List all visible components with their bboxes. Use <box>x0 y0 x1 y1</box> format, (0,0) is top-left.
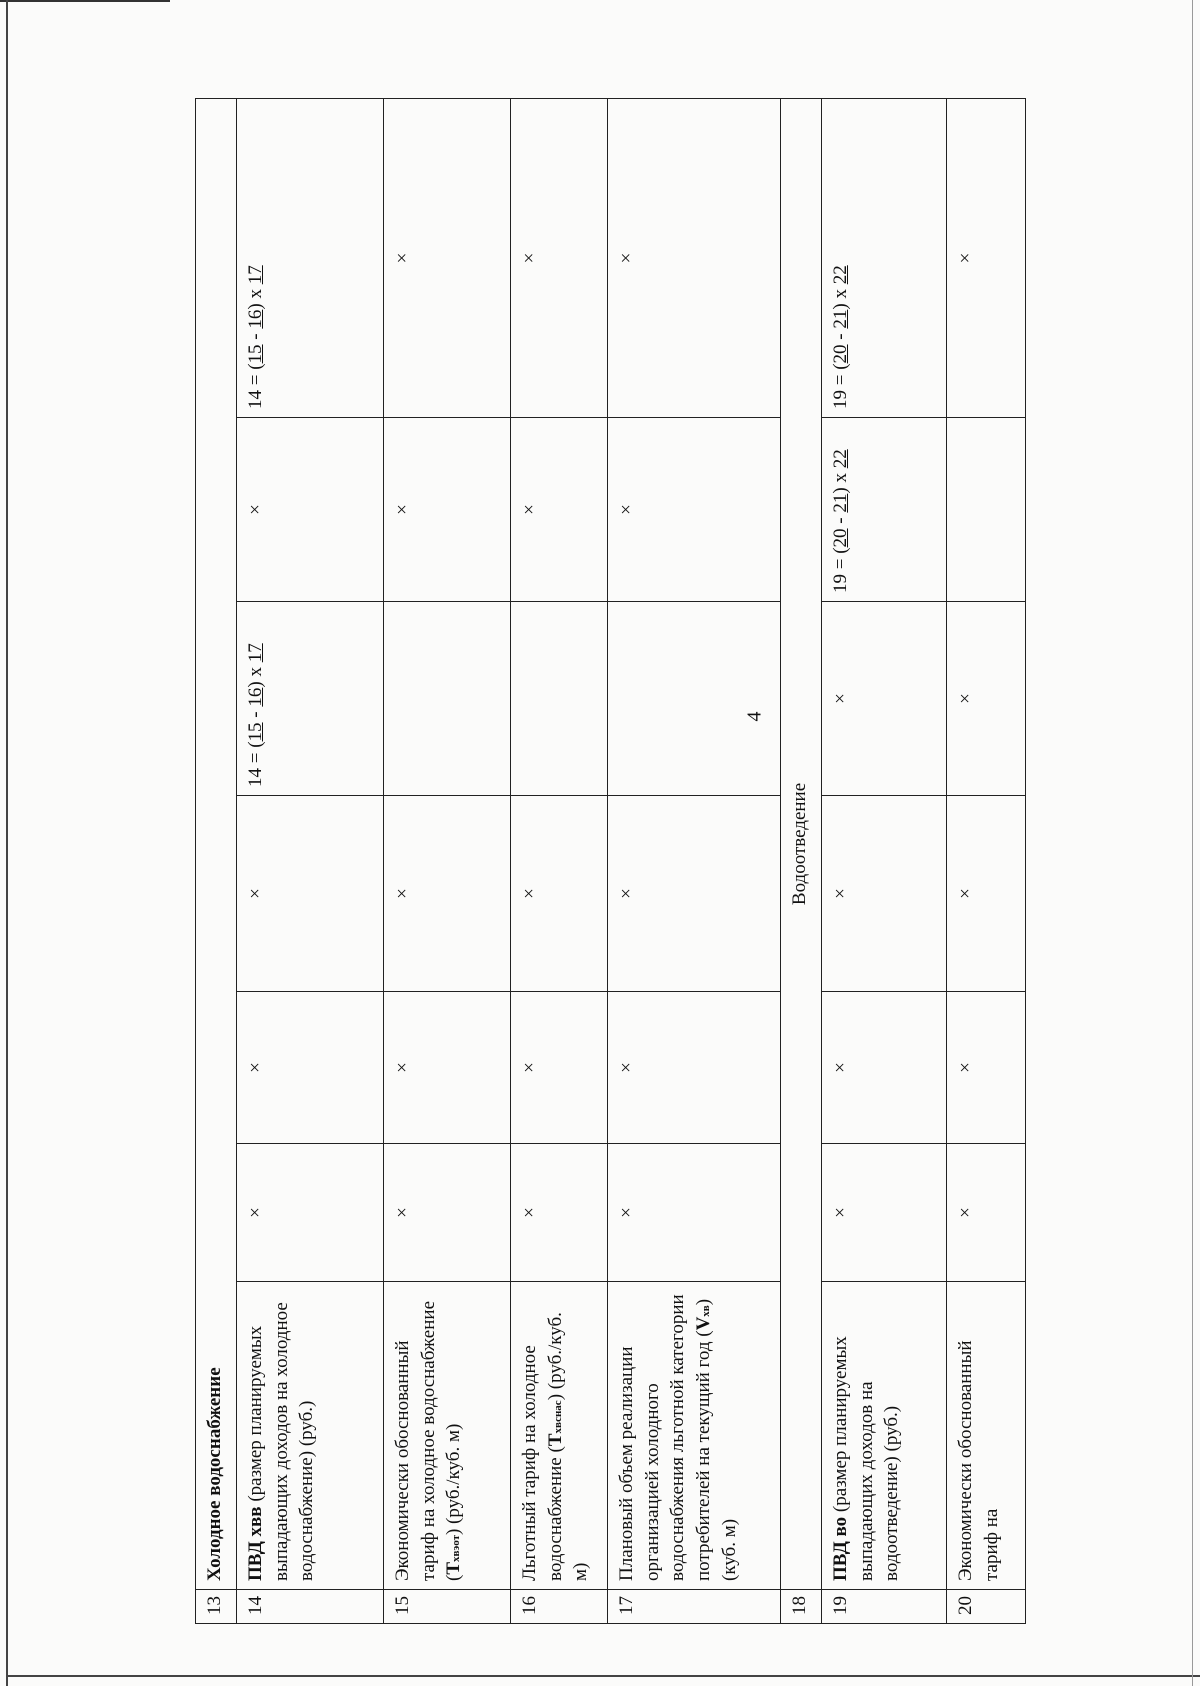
cell-mark: × <box>384 98 511 417</box>
cell-mark: × <box>947 796 1026 992</box>
cell-mark: × <box>947 98 1026 417</box>
rotated-sheet <box>195 99 1005 1624</box>
label-symbol: Т <box>544 1433 566 1447</box>
cell-mark: × <box>384 418 511 602</box>
cell-mark: × <box>237 992 384 1144</box>
cell-mark: × <box>511 98 608 417</box>
cell-mark: × <box>237 1144 384 1282</box>
page-number: 4 <box>743 711 766 722</box>
section-title-cold-water: Холодное водоснабжение <box>196 98 237 1589</box>
table-row <box>822 98 947 1623</box>
cell-mark: × <box>822 992 947 1144</box>
label-unit: ) (руб./куб. м) <box>544 1312 592 1581</box>
cell-empty <box>511 602 608 796</box>
table-row <box>947 98 1026 1623</box>
cell-mark: × <box>608 418 781 602</box>
row-number: 17 <box>608 1590 781 1624</box>
cell-empty <box>384 602 511 796</box>
scan-edge-right <box>1192 0 1193 1686</box>
cell-mark: × <box>947 992 1026 1144</box>
label-text: (размер планируемых выпадающих доходов на холодное водоснабжение) (руб.) <box>245 1302 318 1581</box>
scan-edge-top <box>0 0 170 2</box>
cell-empty <box>608 602 781 796</box>
label-subscript: хвснас <box>551 1400 564 1434</box>
label-unit: ) (куб. м) <box>692 1298 740 1581</box>
row-number: 19 <box>822 1590 947 1624</box>
cell-mark: × <box>511 418 608 602</box>
label-symbol: Т <box>443 1561 465 1575</box>
cell-formula: 19 = (20 - 21) x 22 <box>822 98 947 417</box>
table-row <box>781 98 822 1623</box>
row-label: Экономически обоснованный тариф на холодное водоснабжение (Тхвэот) (руб./куб. м) <box>384 1282 511 1590</box>
scan-edge-bottom <box>8 1675 1200 1677</box>
cell-mark: × <box>947 602 1026 796</box>
label-subscript: хв <box>699 1305 712 1317</box>
label-unit: ) (руб./куб. м) <box>443 1423 465 1536</box>
label-symbol: V <box>692 1316 714 1331</box>
cell-formula: 14 = (15 - 16) x 17 <box>237 602 384 796</box>
cell-mark: × <box>608 98 781 417</box>
table-row <box>196 98 237 1623</box>
cell-mark: × <box>947 1144 1026 1282</box>
cell-mark: × <box>822 796 947 992</box>
cell-mark: × <box>608 992 781 1144</box>
cell-mark: × <box>608 1144 781 1282</box>
cell-mark: × <box>237 418 384 602</box>
label-text: Льготный тариф на холодное водоснабжение <box>519 1345 566 1581</box>
row-number: 18 <box>781 1590 822 1624</box>
scan-edge-left <box>6 0 8 1686</box>
cell-mark: × <box>608 796 781 992</box>
cell-mark: × <box>384 796 511 992</box>
row-label <box>237 1282 384 1590</box>
cell-mark: × <box>384 992 511 1144</box>
row-number: 14 <box>237 1590 384 1624</box>
row-label <box>608 1282 781 1590</box>
table-row <box>608 98 781 1623</box>
label-text: Экономически обоснованный тариф на холодное водоснабжение <box>392 1301 439 1581</box>
cell-mark: × <box>511 1144 608 1282</box>
label-subscript: хвэот <box>450 1535 463 1562</box>
label-bold: ПВД хвв <box>245 1506 266 1581</box>
cell-mark: × <box>511 992 608 1144</box>
table-row <box>237 98 384 1623</box>
table-row <box>384 98 511 1623</box>
row-number: 20 <box>947 1590 1026 1624</box>
cell-mark: × <box>822 602 947 796</box>
cell-formula: 19 = (20 - 21) x 22 <box>822 418 947 602</box>
cell-empty <box>947 418 1026 602</box>
cell-formula: 14 = (15 - 16) x 17 <box>237 98 384 417</box>
label-text: (размер планируемых выпадающих доходов на водоотведение) (руб.) <box>830 1336 903 1581</box>
row-label <box>822 1282 947 1590</box>
row-label: Экономически обоснованный тариф на <box>947 1282 1026 1590</box>
cell-mark: × <box>384 1144 511 1282</box>
table-row <box>511 98 608 1623</box>
cell-mark: × <box>822 1144 947 1282</box>
section-title-sewerage: Водоотведение <box>781 98 822 1589</box>
cell-mark: × <box>237 796 384 992</box>
row-number: 15 <box>384 1590 511 1624</box>
label-bold: ПВД во <box>830 1516 851 1581</box>
row-label: Льготный тариф на холодное водоснабжение (Тхвснас) (руб./куб. м) <box>511 1282 608 1590</box>
row-number: 16 <box>511 1590 608 1624</box>
row-number: 13 <box>196 1590 237 1624</box>
cell-mark: × <box>511 796 608 992</box>
tariff-table <box>195 98 1026 1624</box>
label-text: Плановый объем реализации организацией холодного водоснабжения льготной категории потребителей на текущий год ( <box>616 1294 714 1581</box>
